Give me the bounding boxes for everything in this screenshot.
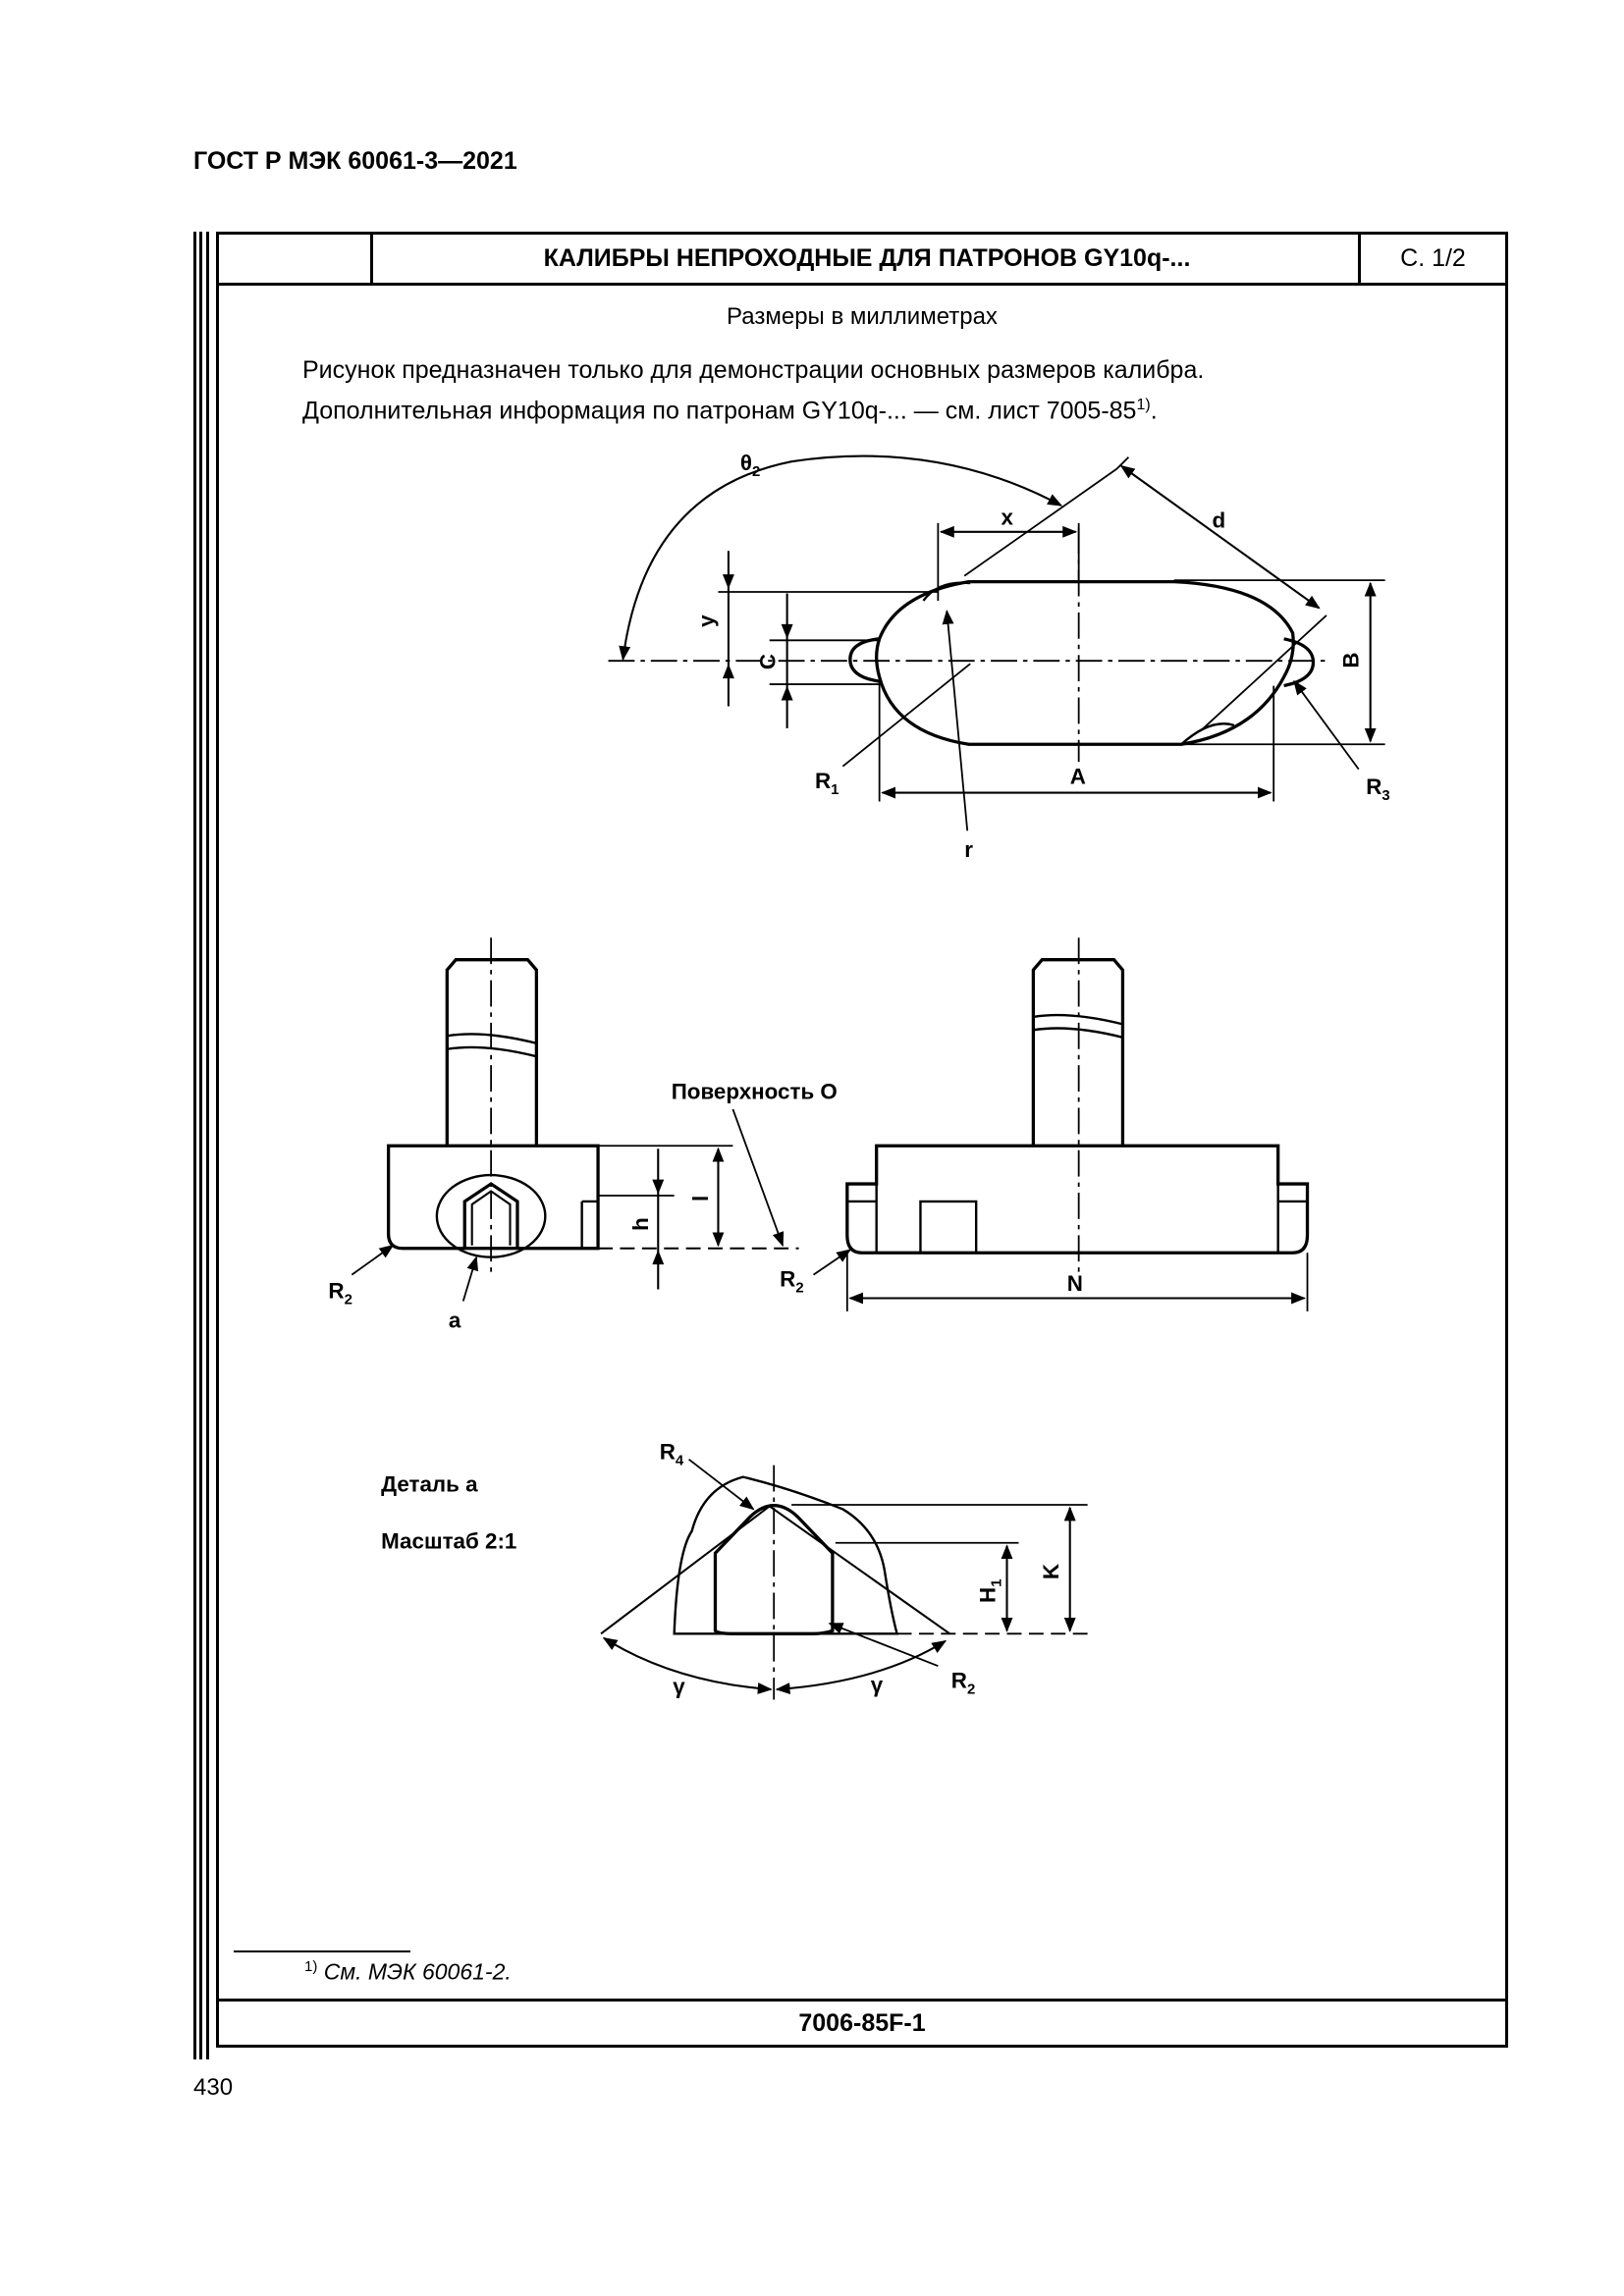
sheet-code: 7006-85F-1	[219, 1999, 1505, 2045]
r-leader	[947, 611, 967, 830]
label-x: x	[1001, 505, 1014, 530]
H1-sub: 1	[988, 1578, 1005, 1587]
gauge-outline-top	[877, 582, 1294, 745]
intro-line-2-end: .	[1150, 397, 1158, 425]
R2-mid-text: R	[780, 1266, 796, 1292]
theta2-text: θ	[739, 451, 752, 476]
detail-a-labels	[381, 1440, 1063, 1699]
R2-mid-leader	[813, 1250, 849, 1274]
document-header: ГОСТ Р МЭК 60061-3—2021	[193, 147, 517, 175]
page-number: 430	[193, 2074, 234, 2101]
right-side-labels	[780, 1267, 1083, 1297]
a-leader	[463, 1257, 476, 1302]
R2-left-leader	[352, 1246, 393, 1275]
R1-leader	[842, 664, 970, 766]
R2-left-sub: 2	[344, 1291, 352, 1308]
units-note: Размеры в миллиметрах	[727, 303, 998, 330]
right-body	[847, 1146, 1308, 1253]
intro-footnote-mark: 1)	[1136, 397, 1151, 413]
R4-sub: 4	[675, 1452, 684, 1469]
label-K: K	[1038, 1563, 1063, 1580]
right-side-view	[813, 937, 1307, 1311]
R2-mid-sub: 2	[795, 1279, 804, 1297]
footnote-mark: 1)	[304, 1958, 318, 1975]
label-A: A	[1069, 764, 1086, 789]
R4-leader	[689, 1460, 754, 1510]
R1-sub: 1	[831, 781, 839, 799]
label-l: l	[688, 1195, 714, 1201]
intro-line-2-text: Дополнительная информация по патронам GY10q-... — см. лист 7005-85	[302, 397, 1137, 425]
label-R2-mid	[780, 1267, 803, 1297]
label-r: r	[964, 837, 973, 863]
detail-a-view	[601, 1460, 1088, 1700]
label-H1	[976, 1579, 1005, 1603]
R2-detail-text: R	[950, 1668, 967, 1693]
R2-left-text: R	[328, 1278, 345, 1304]
label-gamma-left: γ	[673, 1674, 685, 1699]
label-B: B	[1338, 652, 1364, 668]
label-R2-detail	[951, 1669, 975, 1698]
theta2-sub: 2	[751, 463, 761, 481]
label-h: h	[627, 1217, 653, 1231]
label-d: d	[1212, 507, 1226, 533]
R2-detail-leader	[830, 1624, 938, 1666]
diagonal-centre-line	[964, 469, 1116, 576]
label-gamma-right: γ	[870, 1673, 884, 1698]
R3-text: R	[1366, 774, 1382, 800]
theta2-arc	[623, 456, 1060, 660]
R2-detail-sub: 2	[966, 1681, 976, 1698]
top-view-labels	[694, 451, 1390, 862]
right-lug	[1284, 639, 1314, 686]
label-N: N	[1066, 1271, 1083, 1297]
R3-leader	[1294, 681, 1359, 770]
detail-scale: Масштаб 2:1	[381, 1528, 517, 1554]
surface-O-leader	[732, 1109, 783, 1246]
right-slot	[920, 1201, 976, 1253]
R3-sub: 3	[1381, 786, 1390, 804]
footnote-text: См. МЭК 60061-2.	[323, 1958, 512, 1985]
R4-text: R	[659, 1439, 676, 1465]
left-body	[389, 1146, 598, 1248]
H1-text: H	[975, 1586, 1001, 1603]
detail-break-outline	[675, 1477, 897, 1634]
gamma-left-arc	[604, 1638, 771, 1689]
label-surface-O: Поверхность О	[671, 1079, 838, 1104]
relief-notch-bottom	[1181, 723, 1234, 744]
intro-line-1: Рисунок предназначен только для демонстрации основных размеров калибра.	[302, 356, 1205, 384]
sheet-page-ref: С. 1/2	[1358, 235, 1505, 283]
detail-title: Деталь а	[381, 1471, 478, 1497]
top-view	[609, 456, 1385, 831]
diagonal-centre-line-2	[1202, 615, 1326, 729]
label-R4	[660, 1440, 684, 1469]
gamma-right-arc	[777, 1641, 946, 1689]
label-R3	[1366, 774, 1389, 804]
label-R1	[815, 769, 839, 798]
label-C: C	[755, 653, 781, 670]
label-R2-left	[328, 1278, 352, 1308]
label-y: y	[693, 614, 719, 627]
left-side-view	[352, 937, 798, 1301]
label-a: a	[448, 1308, 461, 1333]
sheet-title: КАЛИБРЫ НЕПРОХОДНЫЕ ДЛЯ ПАТРОНОВ GY10q-...	[543, 244, 1191, 272]
R1-text: R	[814, 769, 832, 794]
